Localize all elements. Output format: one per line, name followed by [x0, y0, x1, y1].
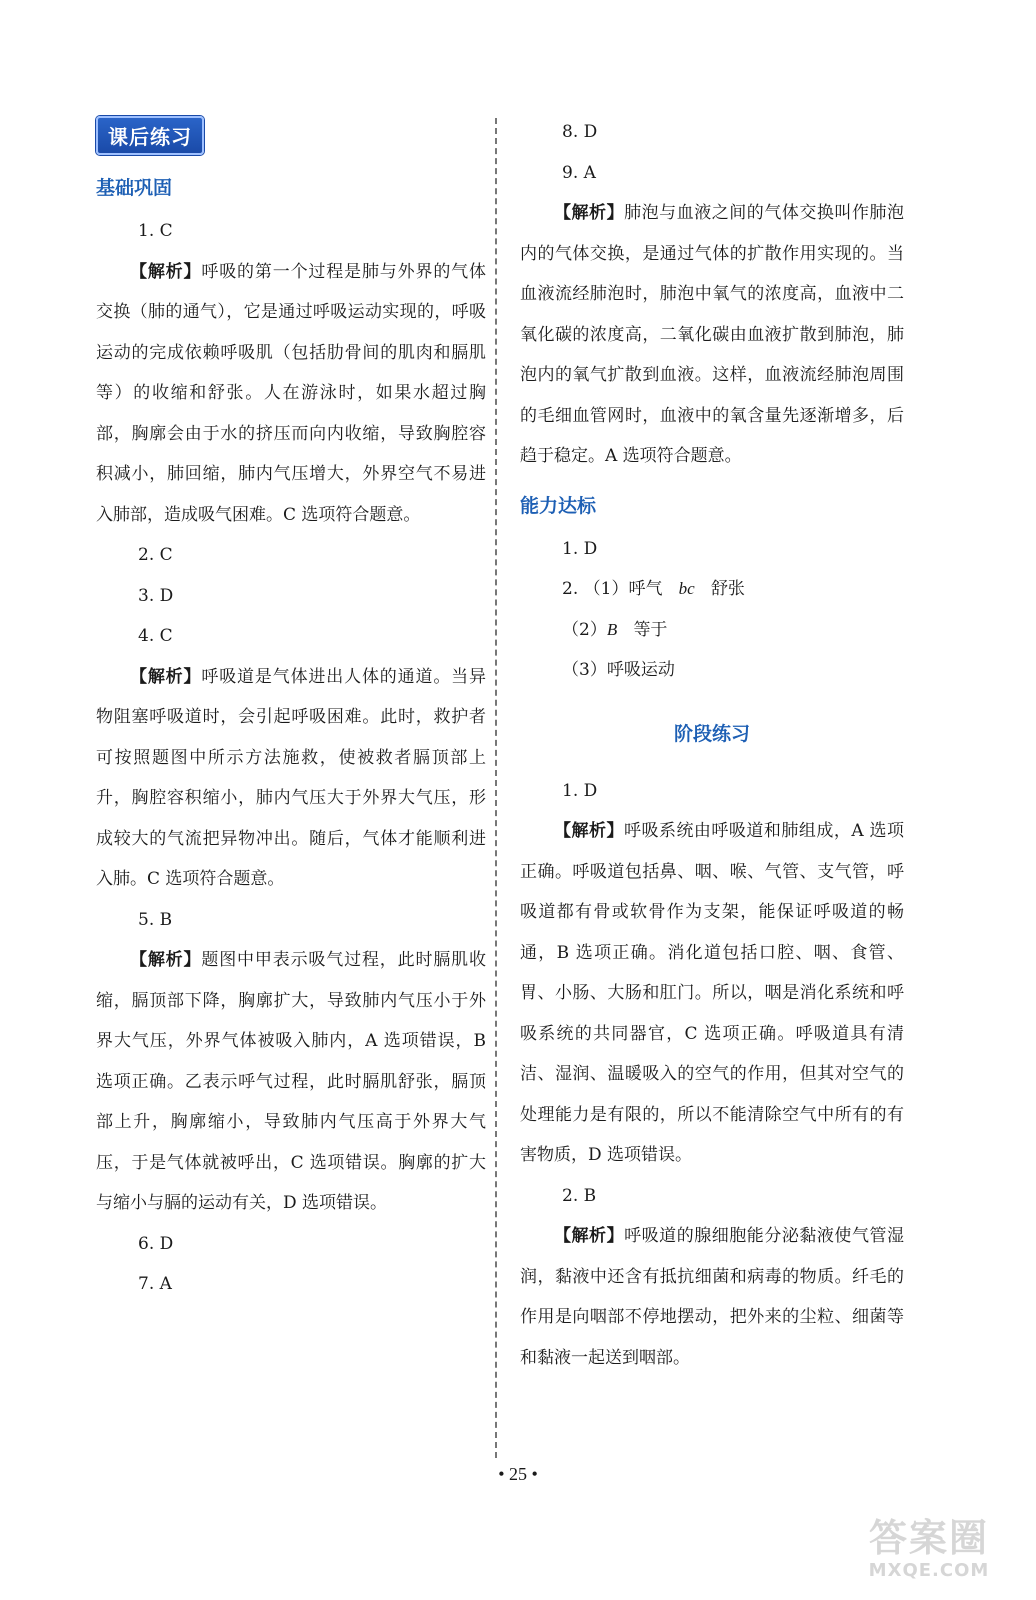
answer-2: 2. C [138, 545, 173, 565]
answer-9: 9. A [562, 162, 596, 183]
analysis-tag: 【解析】 [130, 666, 202, 687]
analysis-4: 【解析】呼吸道是气体进出人体的通道。当异物阻塞呼吸道时，会引起呼吸困难。此时，救护者可按照题图中所示方法施救，使被救者膈顶部上升，胸腔容积缩小，肺内气压大于外界大气压，形成较大的气流把异物冲出。随后，气体才能顺利进入肺。C 选项符合题意。 [96, 666, 487, 889]
stage-answer-2: 2. B [562, 1185, 597, 1206]
analysis-1: 【解析】呼吸的第一个过程是肺与外界的气体交换（肺的通气），它是通过呼吸运动实现的，呼吸运动的完成依赖呼吸肌（包括肋骨间的肌肉和膈肌等）的收缩和舒张。人在游泳时，如果水超过胸部，胸廓会由于水的挤压而向内收缩，导致胸腔容积减小，肺回缩，肺内气压增大，外界空气不易进入肺部，造成吸气困难。C 选项符合题意。 [96, 261, 487, 525]
page-number: • 25 • [498, 1464, 538, 1484]
analysis-tag: 【解析】 [130, 950, 202, 970]
section-badge: 课后练习 [96, 116, 204, 155]
stage-answer-1: 1. D [562, 780, 598, 801]
answer-1: 1. C [138, 221, 173, 241]
section-heading-basic: 基础巩固 [96, 177, 173, 199]
analysis-tag: 【解析】 [554, 821, 624, 841]
analysis-9: 【解析】肺泡与血液之间的气体交换叫作肺泡内的气体交换，是通过气体的扩散作用实现的。当血液流经肺泡时，肺泡中氧气的浓度高，血液中二氧化碳的浓度高，二氧化碳由血液扩散到肺泡，肺泡内的氧气扩散到血液。这样，血液流经肺泡周围的毛细血管网时，血液中的氧含量先逐渐增多，后趋于稳定。A 选项符合题意。 [520, 203, 905, 466]
answer-8: 8. D [562, 122, 598, 142]
watermark-text: MXQE.COM [868, 1560, 990, 1581]
section-heading-ability: 能力达标 [520, 494, 597, 517]
section-heading-stage: 阶段练习 [673, 722, 750, 745]
column-divider [495, 118, 497, 1458]
ability-answer-1: 1. D [562, 538, 598, 559]
left-column [96, 112, 486, 1305]
stage-analysis-1: 【解析】呼吸系统由呼吸道和肺组成，A 选项正确。呼吸道包括鼻、咽、喉、气管、支气管，呼吸道都有骨或软骨作为支架，能保证呼吸道的畅通，B 选项正确。消化道包括口腔、咽、食管、胃、小肠、大肠和肛门。所以，咽是消化系统和呼吸系统的共同器官，C 选项正确。呼吸道具有清洁、湿润、温暖吸入的空气的作用，但其对空气的处理能力是有限的，所以不能清除空气中所有的有害物质，D 选项错误。 [520, 821, 905, 1165]
analysis-5: 【解析】题图中甲表示吸气过程，此时膈肌收缩，膈顶部下降，胸廓扩大，导致肺内气压小于外界大气压，外界气体被吸入肺内，A 选项错误，B 选项正确。乙表示呼气过程，此时膈肌舒张，膈顶部上升，胸廓缩小，导致肺内气压高于外界大气压，于是气体就被呼出，C 选项错误。胸廓的扩大与缩小与膈的运动有关，D 选项错误。 [96, 950, 487, 1213]
answer-5: 5. B [138, 909, 173, 930]
analysis-tag: 【解析】 [554, 1226, 625, 1246]
answer-3: 3. D [138, 585, 174, 606]
watermark-icon: 答案圈 [868, 1516, 989, 1560]
analysis-tag: 【解析】 [130, 261, 202, 282]
ability-answer-2-1: 2. （1）呼气 bc 舒张 [562, 579, 745, 599]
right-column [520, 112, 904, 1378]
analysis-tag: 【解析】 [554, 203, 625, 223]
ability-answer-2-3: （3）呼吸运动 [562, 660, 675, 680]
answer-6: 6. D [138, 1233, 174, 1254]
answer-7: 7. A [138, 1274, 172, 1294]
ability-answer-2-2: （2）B 等于 [562, 619, 668, 640]
watermark-logo [844, 1516, 1014, 1586]
stage-analysis-2: 【解析】呼吸道的腺细胞能分泌黏液使气管湿润，黏液中还含有抵抗细菌和病毒的物质。纤毛的作用是向咽部不停地摆动，把外来的尘粒、细菌等和黏液一起送到咽部。 [520, 1226, 905, 1368]
answer-4: 4. C [138, 626, 173, 646]
